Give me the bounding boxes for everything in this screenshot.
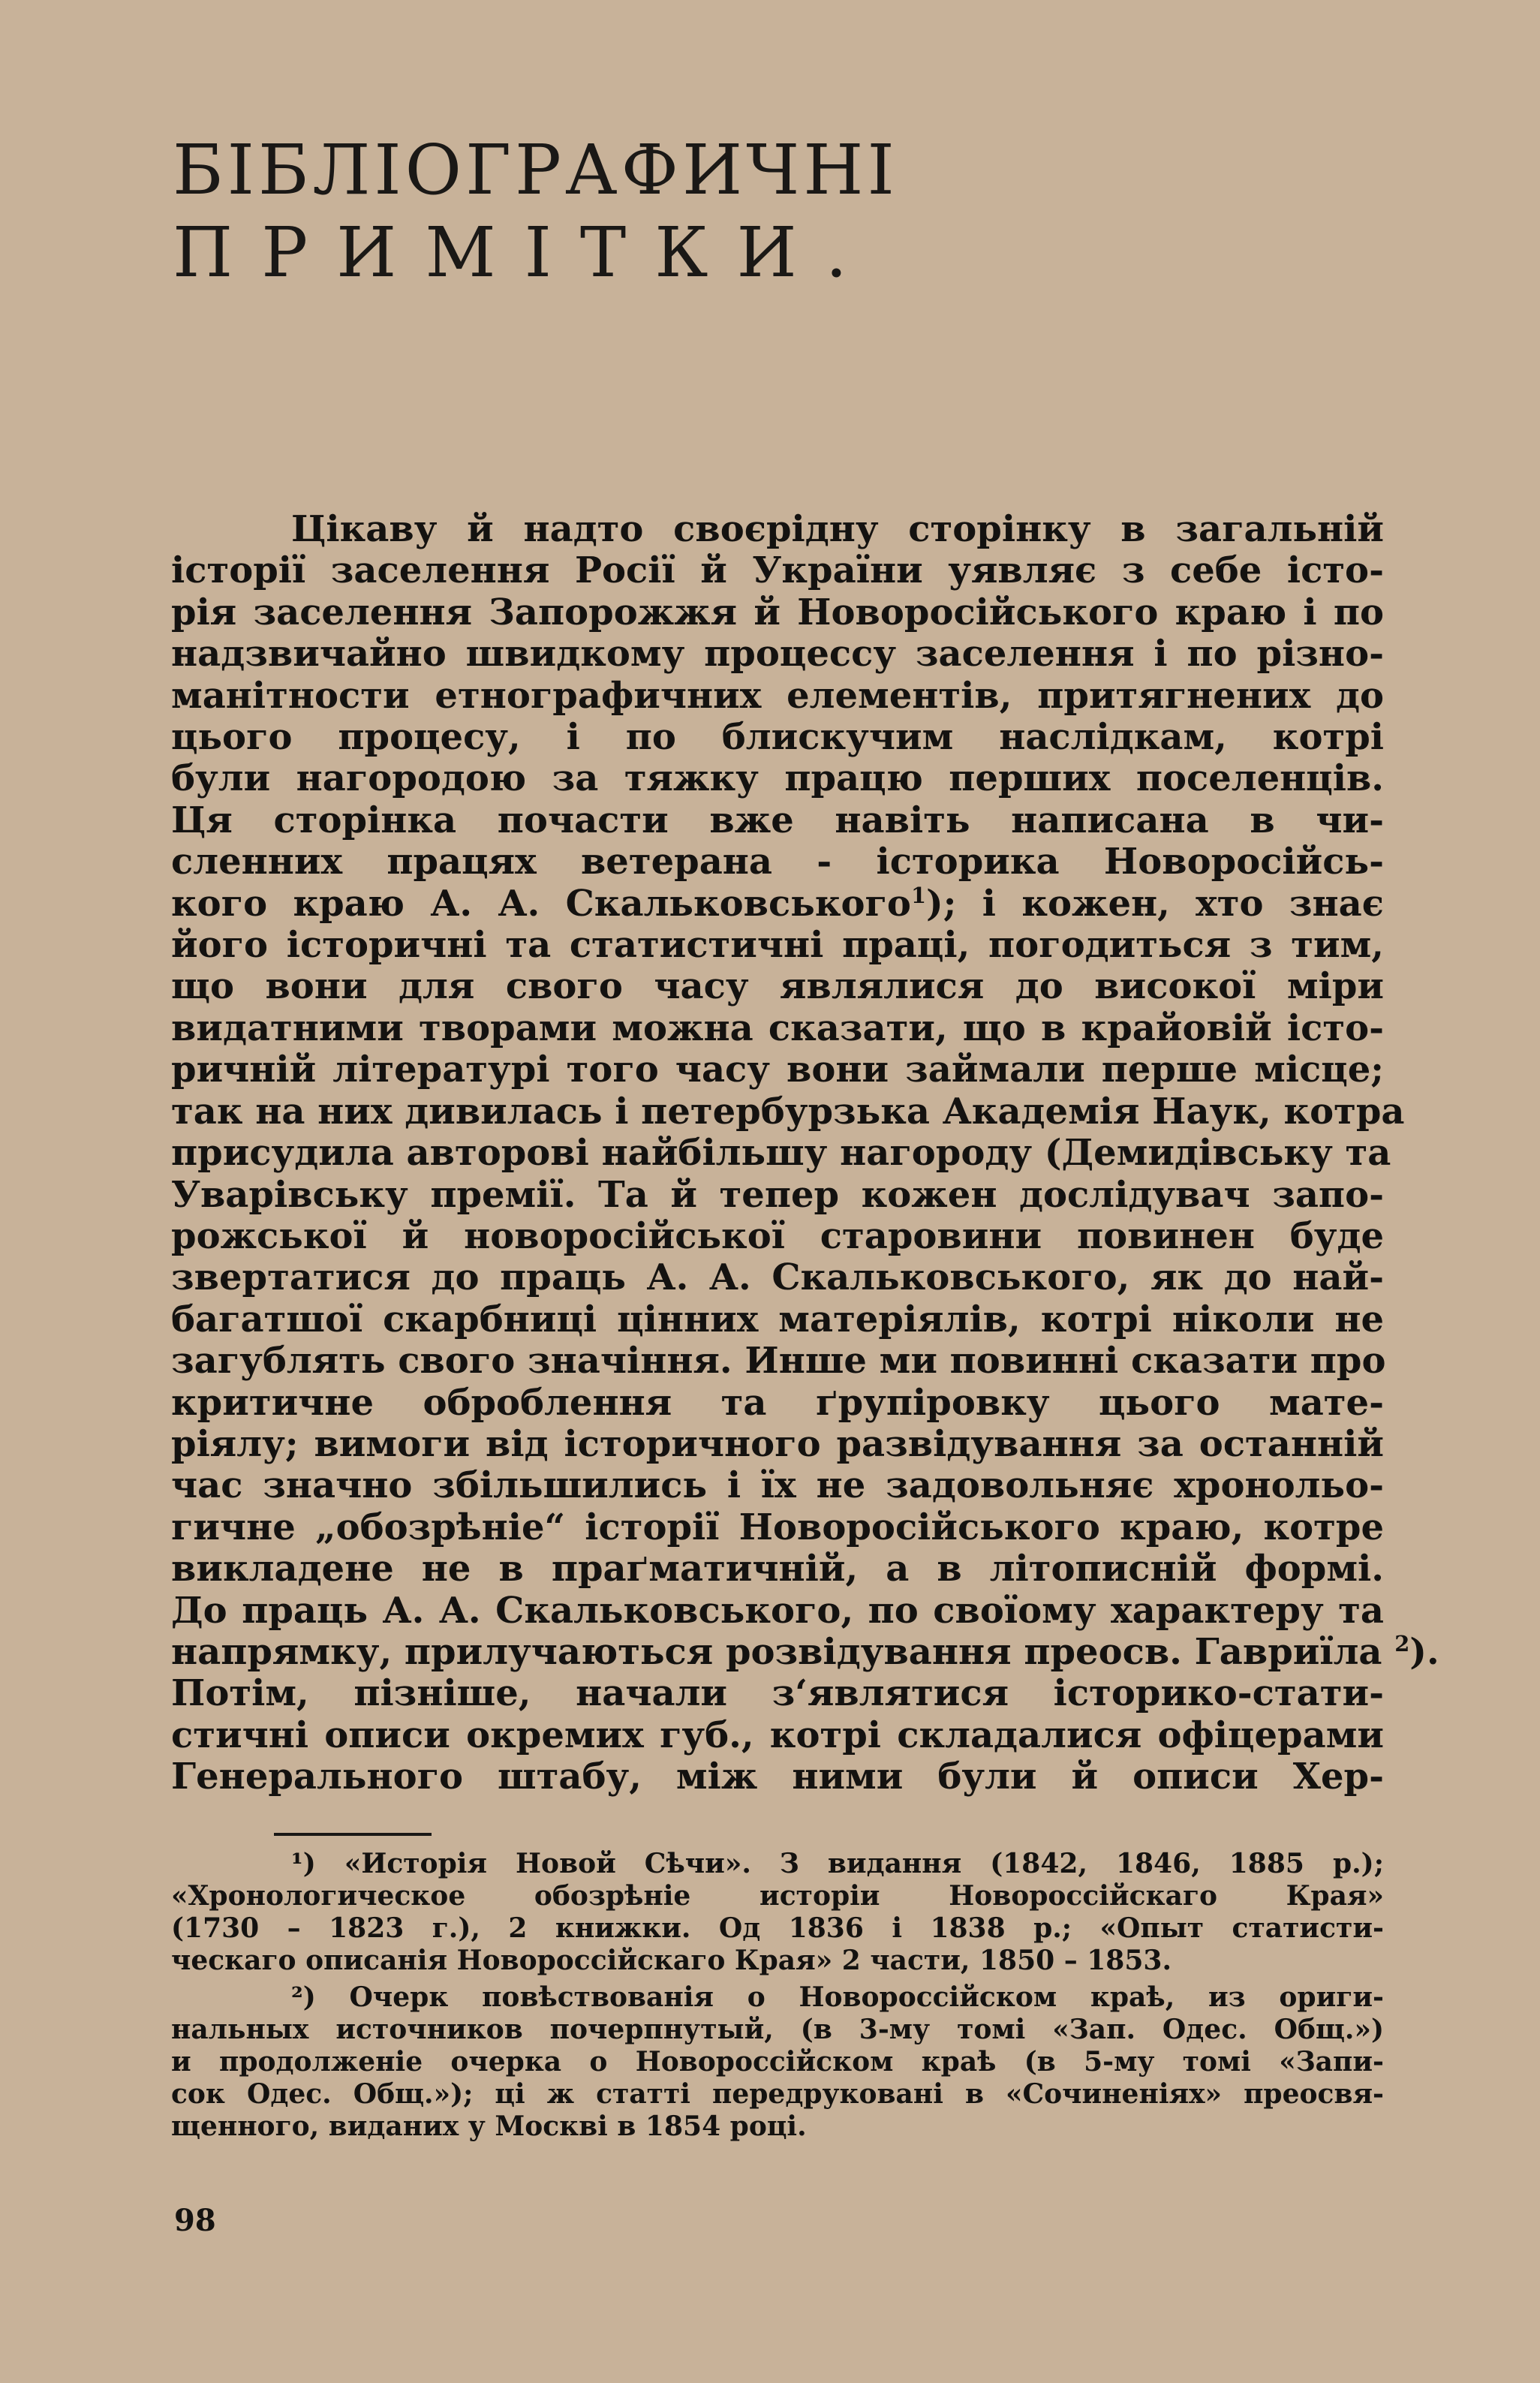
text-line: рожської й новоросійської старовини повинен буде — [171, 1214, 1384, 1257]
text-line: ричній літературі того часу вони займали перше місце; — [171, 1049, 1384, 1091]
text-line: цього процесу, і по блискучим наслідкам, котрі — [171, 716, 1384, 759]
footnote-line: ¹) «Исторія Новой Сѣчи». З видання (1842, 1846, 1885 р.); — [291, 1848, 1384, 1879]
footnote-mark-2: 2 — [1394, 1630, 1410, 1656]
text-line: історії заселення Росії й України уявляє з себе істо- — [171, 549, 1384, 592]
text-line: Генерального штабу, між ними були й описи Хер- — [171, 1756, 1384, 1798]
text-line: загублять свого значіння. Инше ми повинні сказати про — [171, 1340, 1386, 1383]
page-number: 98 — [174, 2203, 216, 2238]
text-line: До праць А. А. Скальковського, по своїому характеру та — [171, 1589, 1384, 1632]
text-line: викладене не в праґматичній, а в літописній формі. — [171, 1548, 1384, 1590]
text-line: манітности етнографичних елементів, притягнених до — [171, 674, 1384, 717]
title-line-2: ПРИМІТКИ. — [173, 212, 876, 293]
text-line: надзвичайно швидкому процессу заселення і по різно- — [171, 633, 1384, 675]
text-line: що вони для свого часу являлися до високої міри — [171, 965, 1384, 1008]
text-line-with-footnote-2 — [171, 1630, 1439, 1673]
text-line: Уварівську премії. Та й тепер кожен дослідувач запо- — [171, 1173, 1384, 1216]
text-fragment: ). — [1409, 1630, 1439, 1673]
text-line: рія заселення Запорожжя й Новоросійського краю і по — [171, 591, 1384, 633]
footnote-line: (1730 – 1823 г.), 2 книжки. Од 1836 і 1838 р.; «Опыт статисти- — [171, 1912, 1384, 1944]
footnotes — [171, 1848, 1384, 2143]
text-line: видатними творами можна сказати, що в крайовій істо- — [171, 1006, 1384, 1049]
footnote-line: сок Одес. Общ.»); ці ж статті передруковані в «Сочиненіях» преосвя- — [171, 2078, 1384, 2110]
footnote-divider — [274, 1833, 432, 1836]
text-fragment: напрямку, прилучаються розвідування преосв. Гавриїла — [171, 1630, 1382, 1673]
text-line: так на них дивилась і петербурзька Академія Наук, котра — [171, 1090, 1405, 1133]
footnote-line: и продолженіе очерка о Новороссійском краѣ (в 5-му томі «Запи- — [171, 2046, 1384, 2078]
page-title — [173, 129, 1223, 294]
footnote-line: ²) Очерк повѣствованія о Новороссійском краѣ, из ориги- — [291, 1981, 1384, 2013]
text-line: критичне оброблення та ґрупіровку цього мате- — [171, 1381, 1384, 1424]
text-line: час значно збільшились і їх не задовольняє хронольо- — [171, 1464, 1384, 1507]
text-line: його історичні та статистичні праці, погодиться з тим, — [171, 924, 1384, 967]
text-fragment: кого краю А. А. Скальковського — [171, 882, 911, 925]
text-line: були нагородою за тяжку працю перших поселенців. — [171, 757, 1384, 800]
footnote-line: нальных источников почерпнутый, (в 3-му томі «Зап. Одес. Общ.») — [171, 2014, 1384, 2045]
footnote-line: «Хронологическое обозрѣніе исторіи Новороссійскаго Края» — [171, 1880, 1384, 1912]
footnote-1 — [171, 1848, 1384, 1977]
text-line: гичне „обозрѣніе“ історії Новоросійського краю, котре — [171, 1506, 1384, 1548]
text-line: ріялу; вимоги від історичного развідування за останній — [171, 1422, 1384, 1465]
text-line: присудила авторові найбільшу нагороду (Демидівську та — [171, 1132, 1391, 1175]
text-line: Ця сторінка почасти вже навіть написана в чи- — [171, 799, 1384, 841]
footnote-mark-1: 1 — [910, 882, 926, 908]
text-fragment: ); і кожен, хто знає — [925, 882, 1384, 925]
footnote-line: ческаго описанія Новороссійскаго Края» 2 части, 1850 – 1853. — [171, 1945, 1172, 1976]
footnote-2 — [171, 1981, 1384, 2143]
text-line: звертатися до праць А. А. Скальковського, як до най- — [171, 1256, 1384, 1299]
title-line-1: БІБЛІОГРАФИЧНІ — [173, 130, 898, 210]
text-line: Цікаву й надто своєрідну сторінку в загальній — [291, 508, 1384, 550]
text-line: багатшої скарбниці цінних матеріялів, котрі ніколи не — [171, 1298, 1384, 1340]
text-line: Потім, пізніше, начали з‘являтися історико-стати- — [171, 1672, 1384, 1715]
text-line-with-footnote-1 — [171, 883, 1384, 925]
body-paragraph — [171, 508, 1439, 1798]
footnote-line: щенного, виданих у Москві в 1854 році. — [171, 2111, 807, 2142]
text-line: стичні описи окремих губ., котрі складалися офіцерами — [171, 1714, 1384, 1756]
text-line: сленних працях ветерана - історика Новоросійсь- — [171, 841, 1384, 883]
